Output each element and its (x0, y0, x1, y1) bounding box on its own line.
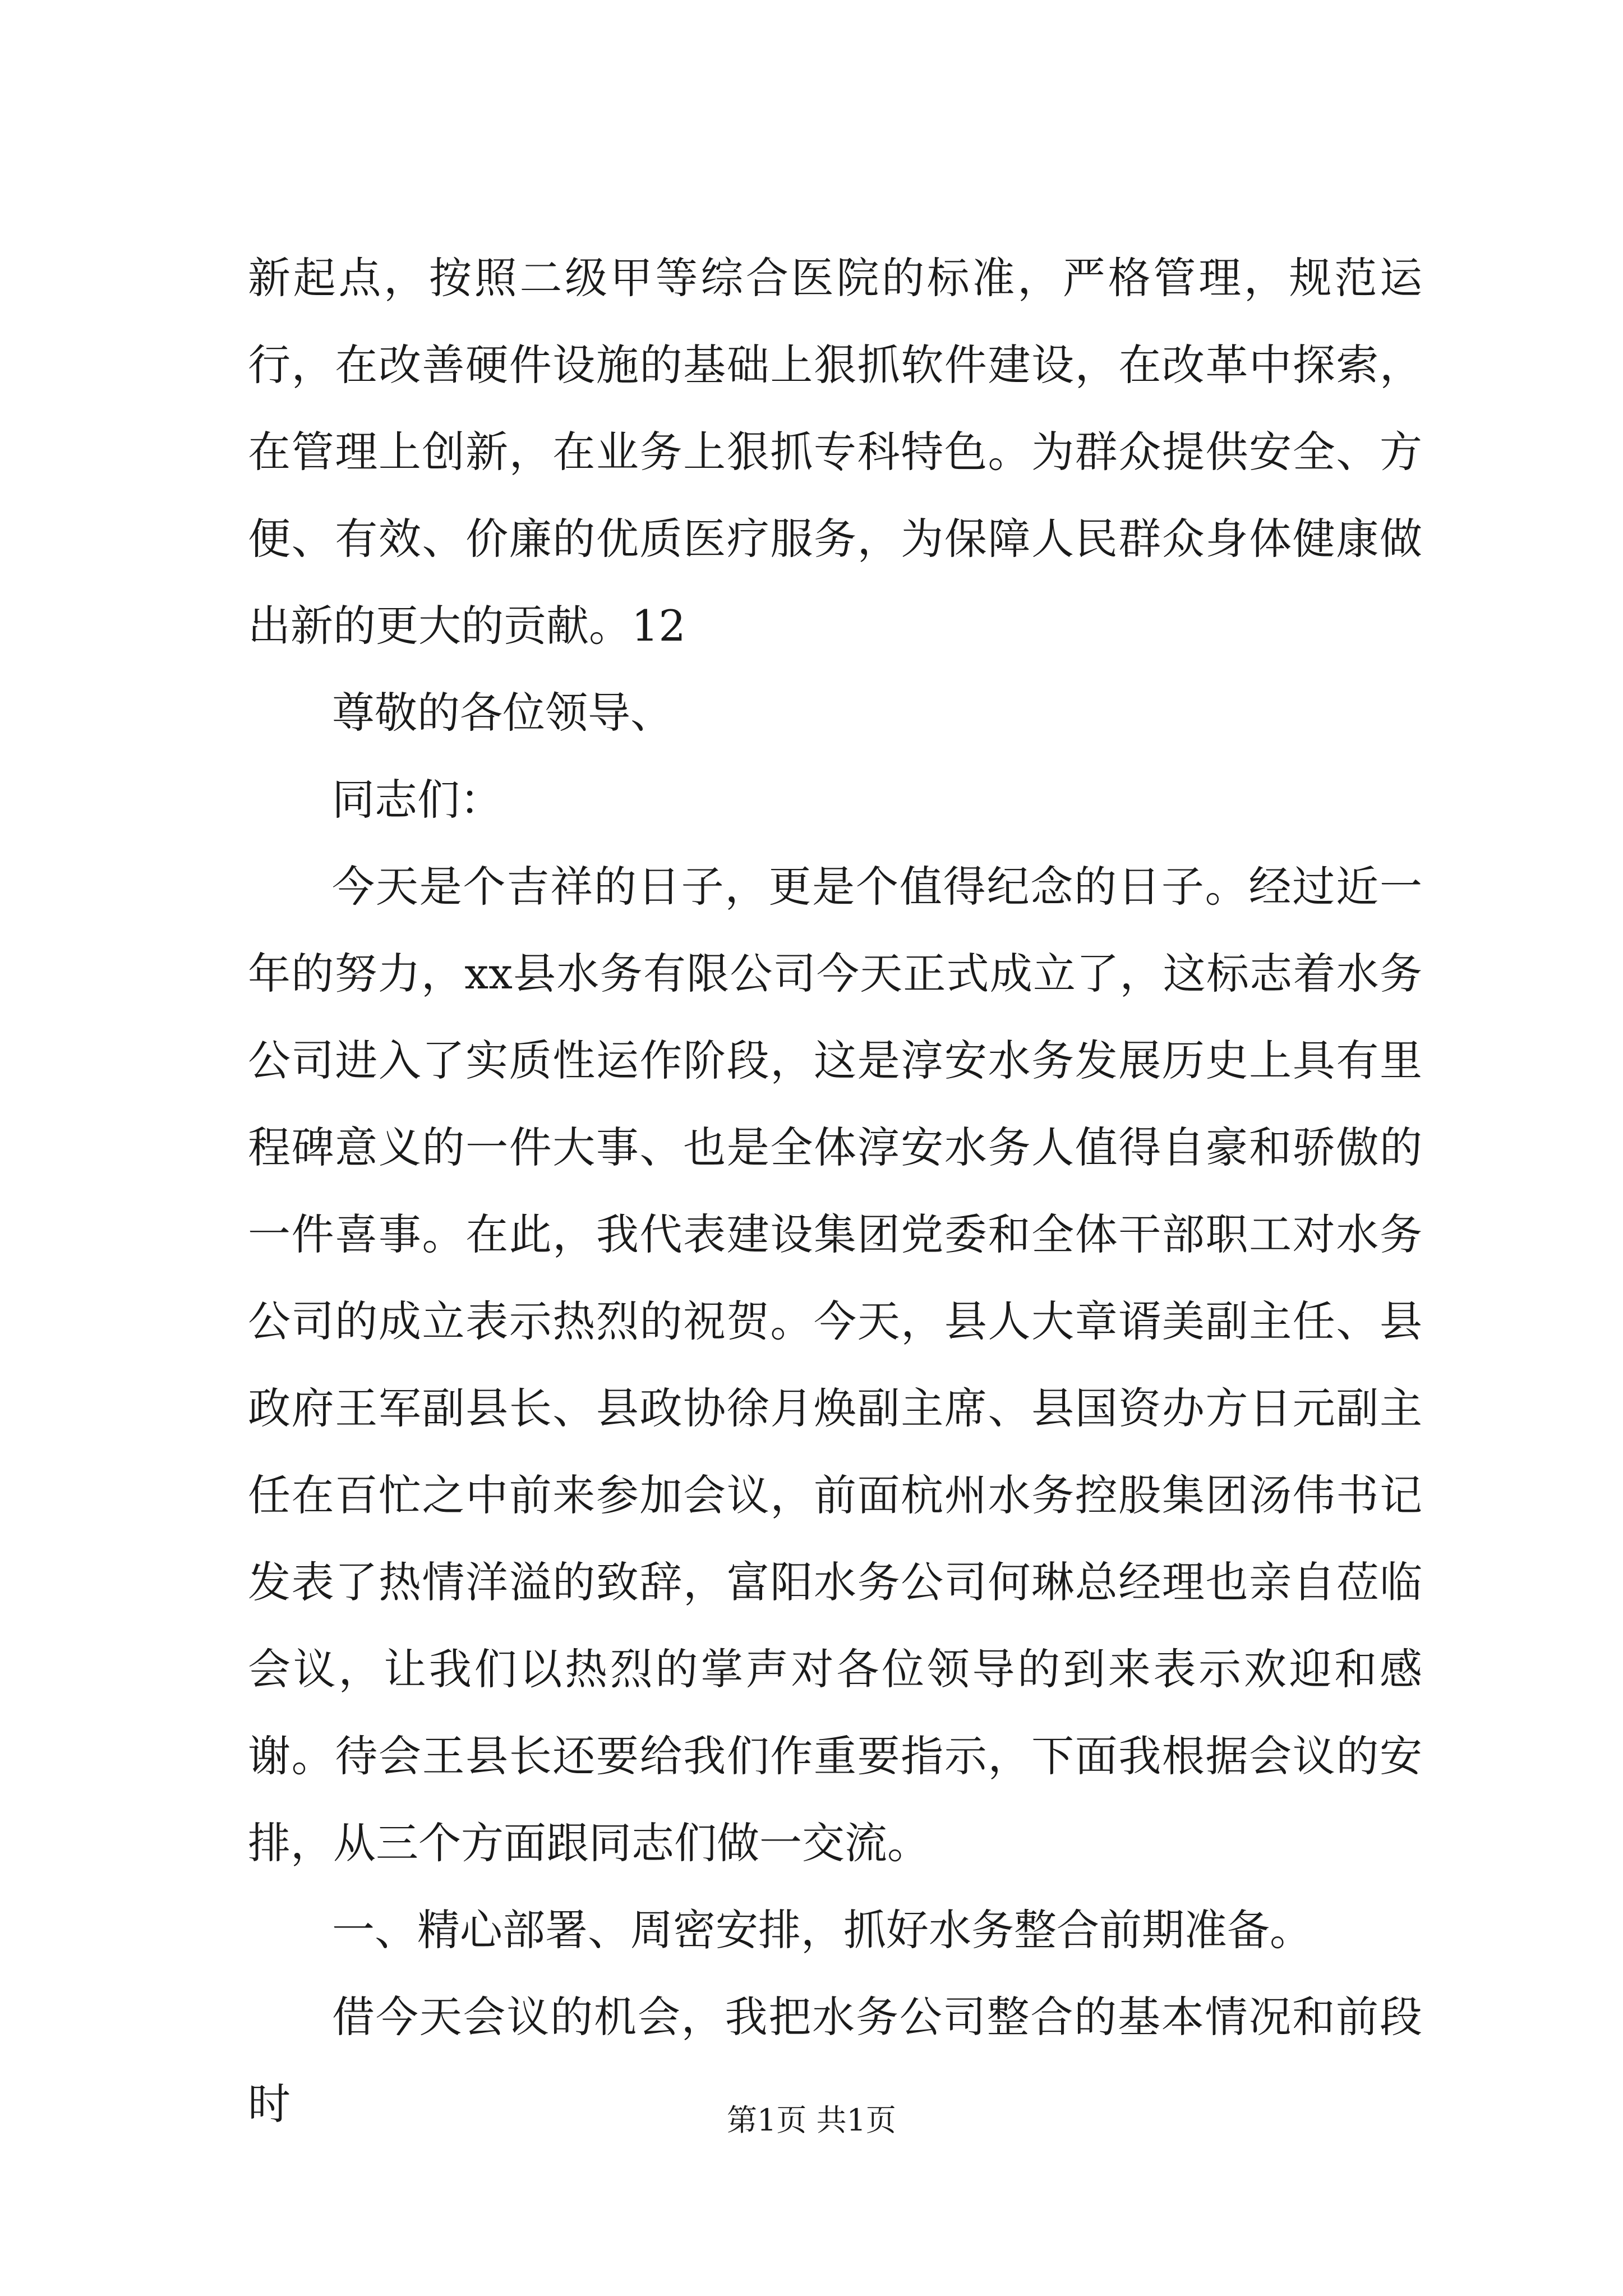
paragraph-main: 今天是个吉祥的日子，更是个值得纪念的日子。经过近一年的努力，xx县水务有限公司今天正式成立了，这标志着水务公司进入了实质性运作阶段，这是淳安水务发展历史上具有里程碑意义的一件大事、也是全体淳安水务人值得自豪和骄傲的一件喜事。在此，我代表建设集团党委和全体干部职工对水务公司的成立表示热烈的祝贺。今天，县人大章谞美副主任、县政府王军副县长、县政协徐月焕副主席、县国资办方日元副主任在百忙之中前来参加会议，前面杭州水务控股集团汤伟书记发表了热情洋溢的致辞，富阳水务公司何琳总经理也亲自莅临会议，让我们以热烈的掌声对各位领导的到来表示欢迎和感谢。待会王县长还要给我们作重要指示，下面我根据会议的安排，从三个方面跟同志们做一交流。 (248, 862, 1422, 1868)
document-body (248, 234, 1422, 2147)
section-heading-1: 一、精心部署、周密安排，抓好水务整合前期准备。 (332, 1905, 1312, 1955)
salutation-leaders: 尊敬的各位领导、 (332, 688, 673, 738)
page-number-footer: 第1页 共1页 (727, 2102, 896, 2138)
paragraph-last: 借今天会议的机会，我把水务公司整合的基本情况和前段时 (248, 1992, 1422, 2129)
salutation-comrades: 同志们： (332, 775, 502, 825)
paragraph-continuation: 新起点，按照二级甲等综合医院的标准，严格管理，规范运行，在改善硬件设施的基础上狠抓软件建设，在改革中探索，在管理上创新，在业务上狠抓专科特色。为群众提供安全、方便、有效、价廉的优质医疗服务，为保障人民群众身体健康做出新的更大的贡献。12 (248, 253, 1422, 651)
